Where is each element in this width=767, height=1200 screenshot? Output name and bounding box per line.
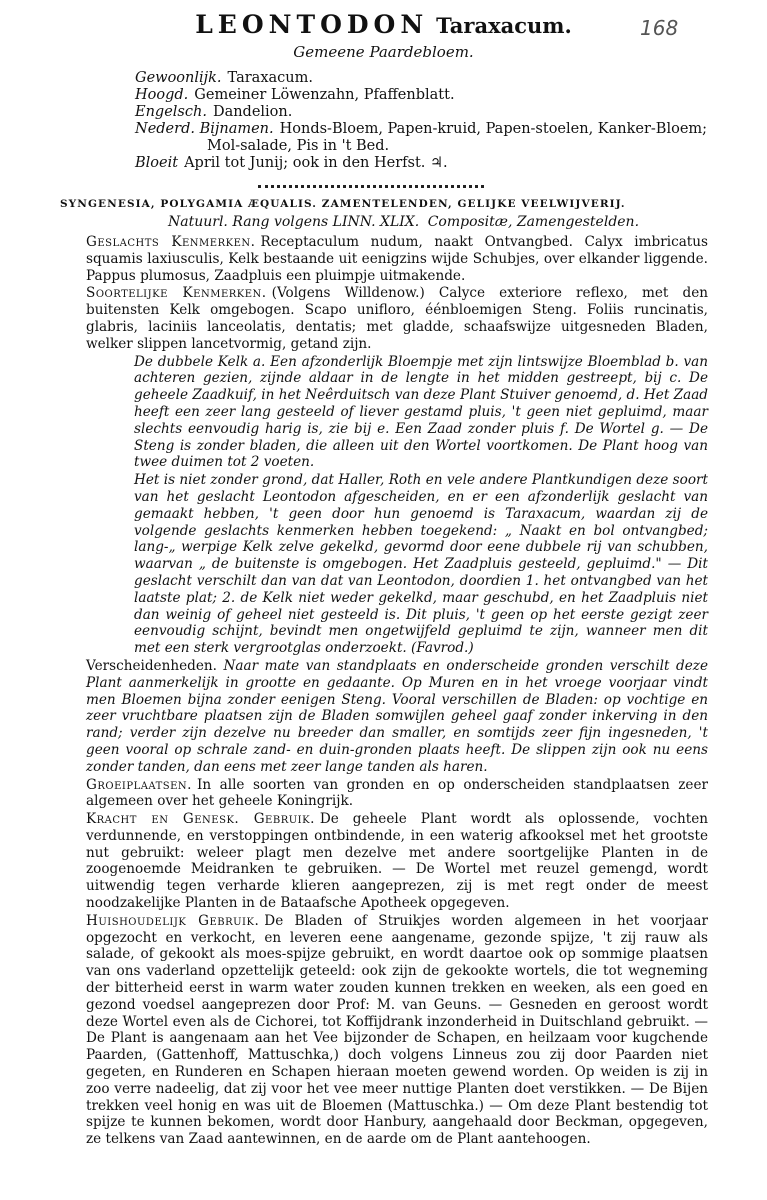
name-label: Bloeit — [135, 155, 179, 171]
name-label: Nederd. Bijnamen. — [135, 121, 274, 137]
paragraph-figure-explanation: De dubbele Kelk a. Een afzonderlijk Bloempje met zijn lintswijze Bloemblad b. van achteren gezien, zijnde aldaar in de lengte in het midden gestreept, bij c. De geheele Zaadkuif, in het Neêrduitsch van deze Plant Stuiver genoemd, d. Het Zaad heeft een zeer lang gesteeld of liever gestamd pluis, 't geen niet gepluimd, maar slechts eenvoudig harig is, zie bij e. Een Zaad zonder pluis f. De Wortel g. — De Steng is zonder bladen, die alleen uit den Wortel voortkomen. De Plant hoog van twee duimen tot 2 voeten. — [134, 353, 708, 471]
section-text: (Volgens Willdenow.) Calyce exteriore reflexo, met den buitensten Kelk omgebogen. Scapo unifloro, éénbloemigen Steng. Foliis runcinatis, glabris, laciniis lanceolatis, dentatis; met gladde, schaafswijze uitgesneden Bladen, welker slippen lancetvormig, getand zijn. — [86, 285, 709, 352]
natural-rank-value: Compositæ, Zamengestelden. — [427, 214, 640, 230]
paragraph-household-use — [86, 913, 708, 1148]
name-row-english — [135, 104, 725, 121]
paragraph-genus-characters — [86, 234, 708, 284]
section-text: De geheele Plant wordt als oplossende, vochten verdunnende, en verstoppingen ontbindende, in een waterig afkooksel met het grootste nut gebruikt: weleer plagt men dezelve met andere soortgelijke Planten in de zoogenoemde Meidranken te gebruiken. — De Wortel met reuzel gemengd, wordt uitwendig tegen verharde klieren aangeprezen, zij is met regt onder de meest noodzakelijke Planten in de Bataafsche Apotheek opgegeven. — [86, 811, 708, 912]
paragraph-varieties — [86, 658, 708, 776]
name-value: Honds-Bloem, Papen-kruid, Papen-stoelen, Kanker-Bloem; — [279, 121, 708, 137]
name-row-german — [135, 87, 725, 104]
section-text: Naar mate van standplaats en onderscheide gronden verschilt deze Plant aanmerkelijk in grootte en gedaante. Op Muren en in het vroege voorjaar vindt men Bloemen bijna zonder eenigen Steng. Vooral verschillen de Bladen: op vochtige en zeer vruchtbare plaatsen zijn de Bladen somwijlen geheel gaaf zonder inkerving in den rand; verder zijn dezelve nu breeder dan smaller, en somtijds zeer fijn ingesneden, 't geen vooral op schrale zand- en duin-gronden plaats heeft. De slippen zijn ook nu eens zonder tanden, dan eens met zeer lange tanden als haren. — [86, 657, 708, 775]
vernacular-names — [135, 70, 725, 172]
section-heading: Soortelijke Kenmerken. — [86, 285, 267, 302]
name-row-dutch — [135, 121, 725, 138]
section-heading: Verscheidenheden. — [86, 657, 217, 674]
name-value: April tot Junij; ook in den Herfst. ♃. — [184, 155, 448, 171]
paragraph-taxonomy-note: Het is niet zonder grond, dat Haller, Roth en vele andere Plantkundigen deze soort van het geslacht Leontodon afgescheiden, en er een afzonderlijk geslacht van gemaakt hebben, 't geen door hun genoemd is Taraxacum, waardan zij de volgende geslachts kenmerken hebben toegekend: „ Naakt en bol ontvangbed; lang-„ werpige Kelk zelve gekelkd, gevormd door eene dubbele rij van schubben, waarvan „ de buitenste is omgebogen. Het Zaadpluis gesteeld, gepluimd." — Dit geslacht verschilt dan van dat van Leontodon, doordien 1. het ontvangbed van het laatste plat; 2. de Kelk niet weder gekelkd, maar geschubd, en het Zaadpluis niet dan weinig of geheel niet gesteeld is. Dit pluis, 't geen op het eerste gezigt zeer eenvoudig schijnt, bevindt men ongetwijfeld gepluimd te zijn, wanneer men dit met een sterk vergrootglas onderzoekt. (Favrod.) — [134, 472, 708, 657]
section-heading: Groeiplaatsen. — [86, 776, 192, 793]
description-body — [86, 234, 708, 1149]
linnaean-classification: SYNGENESIA, POLYGAMIA ÆQUALIS. ZAMENTELENDEN, GELIJKE VEELWIJVERIJ. — [60, 198, 626, 210]
name-row-flowering — [135, 155, 725, 172]
name-value: Dandelion. — [212, 104, 293, 120]
name-row-dutch-cont — [135, 138, 725, 155]
genus-name: LEONTODON — [195, 10, 429, 39]
section-text: Receptaculum nudum, naakt Ontvangbed. Calyx imbricatus squamis laxiusculis, Kelk bestaande uit eenigzins wijde Schubjes, over elkander liggende. Pappus plumosus, Zaadpluis een pluimpje uitmakende. — [86, 234, 708, 284]
natural-rank — [168, 214, 643, 230]
section-heading: Geslachts Kenmerken. — [86, 234, 256, 250]
section-text: In alle soorten van gronden en op onderscheiden standplaatsen zeer algemeen over het geheele Koningrijk. — [86, 776, 708, 810]
section-heading: Kracht en Genesk. Gebruik. — [86, 811, 315, 828]
dutch-common-name: Gemeene Paardebloem. — [293, 43, 474, 61]
name-value: Mol-salade, Pis in 't Bed. — [207, 138, 390, 154]
name-value: Taraxacum. — [227, 70, 313, 86]
paragraph-species-characters — [86, 285, 708, 352]
section-heading: Huishoudelijk Gebruik. — [86, 912, 260, 929]
paragraph-habitat — [86, 777, 708, 811]
name-label: Gewoonlijk. — [135, 70, 222, 86]
name-value: Gemeiner Löwenzahn, Pfaffenblatt. — [194, 87, 455, 103]
species-name: Taraxacum. — [436, 13, 572, 38]
ornamental-divider — [258, 185, 484, 188]
natural-rank-label: Natuurl. Rang volgens LINN. XLIX. — [168, 214, 420, 230]
name-row-common — [135, 70, 725, 87]
handwritten-folio-number: 168 — [640, 16, 679, 40]
name-label: Hoogd. — [135, 87, 189, 103]
section-text: De Bladen of Struikjes worden algemeen in het voorjaar opgezocht en verkocht, en leveren eene aangename, gezonde spijze, 't zij rauw als salade, of gekookt als moes-spijze gebruikt, en wordt daartoe ook op sommige plaatsen van ons vaderland opzettelijk geteeld: ook zijn de gekookte wortels, die tot wegneming der bitterheid eerst in warm water zouden kunnen trekken en weeken, als een goed en gezond voedsel aangeprezen door Prof: M. van Geuns. — Gesneden en geroost wordt deze Wortel even als de Cichorei, tot Koffijdrank inzonderheid in Duitschland gebruikt. — De Plant is aangenaam aan het Vee bijzonder de Schapen, en heilzaam voor kugchende Paarden, (Gattenhoff, Mattuschka,) doch volgens Linneus zou zij door Paarden niet gegeten, en Runderen en Schapen hieraan moeten gewend worden. Op weiden is zij in zoo verre nadeelig, dat zij voor het vee meer nuttige Planten doet verstikken. — De Bijen trekken veel honig en was uit de Bloemen (Mattuschka.) — Om deze Plant bestendig tot spijze te kunnen bekomen, wordt door Hanbury, aangehaald door Beckman, opgegeven, ze telkens van Zaad aantewinnen, en de aarde om de Plant aantehoogen. — [86, 912, 708, 1148]
paragraph-medicinal-use — [86, 811, 708, 912]
name-label: Engelsch. — [135, 104, 207, 120]
